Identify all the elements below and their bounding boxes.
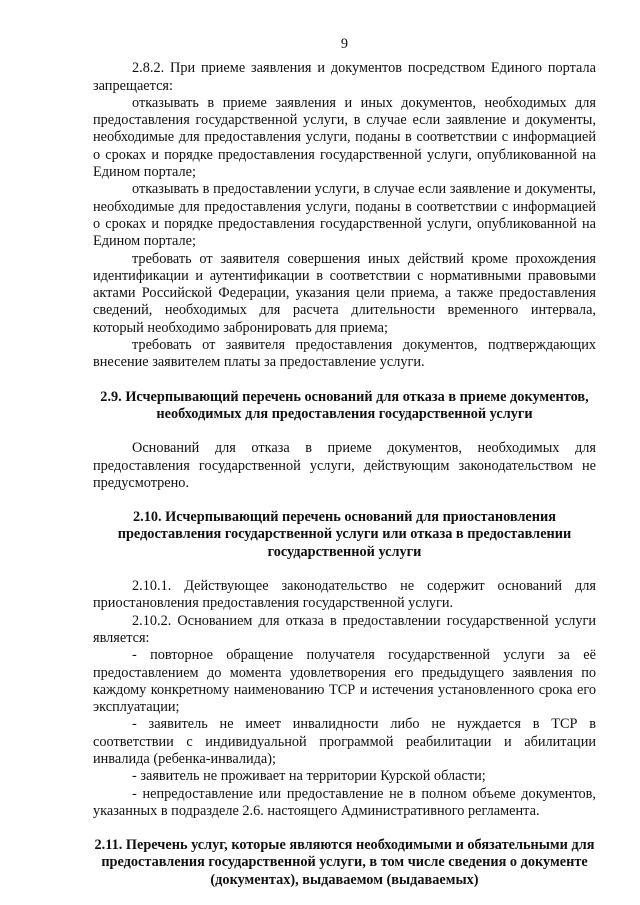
spacer	[93, 561, 596, 578]
page-number: 9	[340, 36, 349, 52]
prohibition-item-3: требовать от заявителя совершения иных действий кроме прохождения идентификации и аутентификации в соответствии с нормативными правовыми актами Российской Федерации, указания цели приема, а также предоставления сведений, необходимых для расчета длительности временного интервала, который необходимо забронировать для приема;	[93, 250, 596, 336]
refusal-item-3: - заявитель не проживает на территории Курской области;	[132, 768, 486, 785]
paragraph-2-8-2: 2.8.2. При приеме заявления и документов посредством Единого портала запрещается:	[93, 60, 596, 94]
section-heading-2-10: 2.10. Исчерпывающий перечень оснований для приостановления предоставления государственной услуги или отказа в предоставлении государственной услуги	[117, 509, 572, 560]
refusal-item-2: - заявитель не имеет инвалидности либо не нуждается в ТСР в соответствии с индивидуальной программой реабилитации и абилитации инвалида (ребенка-инвалида);	[93, 716, 596, 767]
spacer	[93, 372, 596, 389]
paragraph-2-10-1: 2.10.1. Действующее законодательство не содержит оснований для приостановления предоставления государственной услуги.	[93, 578, 596, 612]
refusal-item-4: - непредоставление или предоставление не в полном объеме документов, указанных в подразделе 2.6. настоящего Административного регламента.	[93, 785, 596, 819]
section-heading-2-9: 2.9. Исчерпывающий перечень оснований для отказа в приеме документов, необходимых для предоставления государственной услуги	[100, 388, 589, 422]
spacer	[93, 423, 596, 440]
prohibition-item-4: требовать от заявителя предоставления документов, подтверждающих внесение заявителем платы за предоставление услуги.	[93, 337, 596, 371]
section-heading-2-11: 2.11. Перечень услуг, которые являются необходимыми и обязательными для предоставления государственной услуги, в том числе сведения о документе (документах), выдаваемом (выдаваемых)	[94, 837, 595, 888]
prohibition-item-2: отказывать в предоставлении услуги, в случае если заявление и документы, необходимые для предоставления услуги, поданы в соответствии с информацией о сроках и порядке предоставления государственной услуги, опубликованной на Едином портале;	[93, 181, 596, 250]
paragraph-2-10-2: 2.10.2. Основанием для отказа в предоставлении государственной услуги является:	[93, 612, 596, 646]
refusal-item-1: - повторное обращение получателя государственной услуги за её предоставлением до момента удовлетворения его предыдущего заявления по каждому конкретному наименованию ТСР и истечения установленного срока его эксплуатации;	[93, 647, 596, 716]
prohibition-item-1: отказывать в приеме заявления и иных документов, необходимых для предоставления государственной услуги, в случае если заявление и документы, необходимые для предоставления услуги, поданы в соответствии с информацией о сроках и порядке предоставления государственной услуги, опубликованной на Едином портале;	[93, 94, 596, 181]
paragraph-2-9-body: Оснований для отказа в приеме документов, необходимых для предоставления государственной услуги, действующим законодательством не предусмотрено.	[93, 440, 596, 491]
spacer	[93, 492, 596, 509]
spacer	[93, 820, 596, 837]
